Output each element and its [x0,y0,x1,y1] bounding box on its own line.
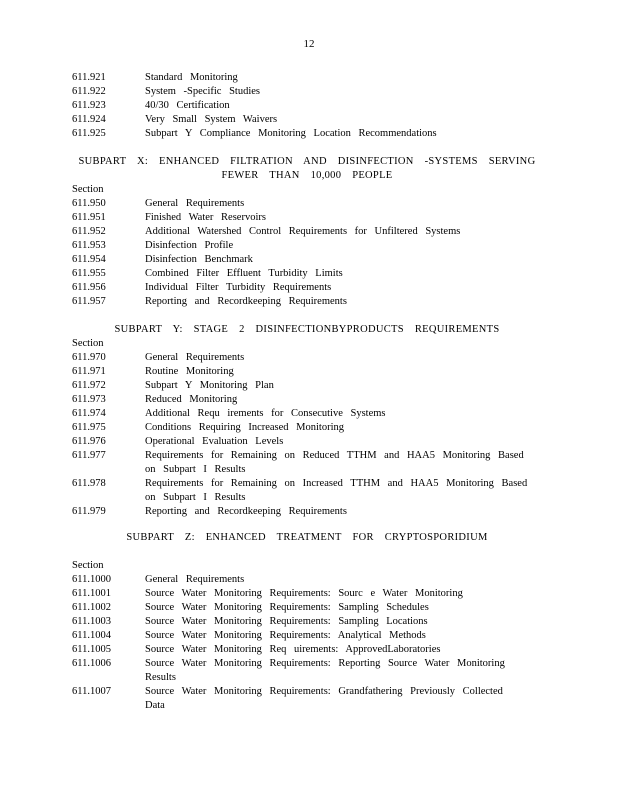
subpart-z [72,531,542,713]
list-item-continued [72,491,542,505]
section-number: 611.951 [72,212,106,223]
list-item [72,615,542,629]
section-number: 611.953 [72,240,106,251]
list-item [72,657,542,671]
list-item [72,365,542,379]
section-title-continued: on Subpart I Results [145,492,246,503]
section-title: System -Specific Studies [145,86,260,97]
list-item [72,113,542,127]
list-item [72,587,542,601]
list-item [72,71,542,85]
section-title: Source Water Monitoring Requirements: Sampling Locations [145,616,428,627]
subpart-x [72,155,542,309]
section-title: Very Small System Waivers [145,114,278,125]
section-title: Requirements for Remaining on Reduced TTHM and HAA5 Monitoring Based [145,450,524,461]
section-number: 611.955 [72,268,106,279]
section-title: Source Water Monitoring Requirements: Grandfathering Previously Collected [145,686,503,697]
section-title: Source Water Monitoring Req uirements: ApprovedLaboratories [145,644,441,655]
list-item [72,407,542,421]
section-title: Subpart Y Monitoring Plan [145,380,274,391]
section-title: Finished Water Reservoirs [145,212,266,223]
section-title: Source Water Monitoring Requirements: Sourc e Water Monitoring [145,588,463,599]
subpart-heading: SUBPART Z: ENHANCED TREATMENT FOR CRYPTOSPORIDIUM [126,532,488,543]
list-item [72,351,542,365]
section-title: Requirements for Remaining on Increased TTHM and HAA5 Monitoring Based [145,478,528,489]
section-title: Additional Requ irements for Consecutive Systems [145,408,386,419]
section-number: 611.952 [72,226,106,237]
section-number: 611.1004 [72,630,111,641]
list-item [72,393,542,407]
section-number: 611.925 [72,128,106,139]
list-item-continued [72,463,542,477]
list-item-continued [72,671,542,685]
list-item-continued [72,699,542,713]
section-label: Section [72,338,104,349]
subpart-y [72,323,542,519]
section-number: 611.1002 [72,602,111,613]
list-item [72,281,542,295]
section-title: General Requirements [145,352,245,363]
section-label: Section [72,184,104,195]
section-number: 611.950 [72,198,106,209]
section-list-a [72,71,542,141]
section-number: 611.923 [72,100,106,111]
list-item [72,421,542,435]
list-item [72,505,542,519]
section-title: Source Water Monitoring Requirements: Sampling Schedules [145,602,429,613]
section-number: 611.973 [72,394,106,405]
section-number: 611.979 [72,506,106,517]
section-title: Disinfection Profile [145,240,234,251]
section-number: 611.924 [72,114,106,125]
list-item [72,253,542,267]
section-number: 611.1000 [72,574,111,585]
section-title-continued: on Subpart I Results [145,464,246,475]
section-title: Routine Monitoring [145,366,234,377]
section-number: 611.977 [72,450,106,461]
list-item [72,685,542,699]
section-number: 611.922 [72,86,106,97]
section-title-continued: Results [145,672,176,683]
list-item [72,127,542,141]
section-number: 611.971 [72,366,106,377]
list-item [72,449,542,463]
section-number: 611.1007 [72,686,111,697]
section-title: Combined Filter Effluent Turbidity Limits [145,268,343,279]
section-title: Disinfection Benchmark [145,254,253,265]
list-item [72,477,542,491]
section-number: 611.1005 [72,644,111,655]
list-item [72,267,542,281]
section-number: 611.957 [72,296,106,307]
subpart-heading: SUBPART Y: STAGE 2 DISINFECTIONBYPRODUCTS REQUIREMENTS [114,324,500,335]
section-title: General Requirements [145,574,245,585]
section-number: 611.972 [72,380,106,391]
section-title: Reporting and Recordkeeping Requirements [145,506,347,517]
section-number: 611.978 [72,478,106,489]
section-title: Standard Monitoring [145,72,238,83]
section-number: 611.954 [72,254,106,265]
section-title: 40/30 Certification [145,100,230,111]
section-number: 611.956 [72,282,106,293]
section-title-continued: Data [145,700,165,711]
section-title: Source Water Monitoring Requirements: Reporting Source Water Monitoring [145,658,505,669]
section-number: 611.976 [72,436,106,447]
section-number: 611.975 [72,422,106,433]
section-title: General Requirements [145,198,245,209]
section-number: 611.1001 [72,588,111,599]
section-title: Operational Evaluation Levels [145,436,284,447]
page-number: 12 [303,38,315,50]
list-item [72,601,542,615]
list-item [72,99,542,113]
list-item [72,85,542,99]
subpart-heading: SUBPART X: ENHANCED FILTRATION AND DISINFECTION -SYSTEMS SERVING [78,156,536,167]
section-title: Subpart Y Compliance Monitoring Location Recommendations [145,128,437,139]
list-item [72,239,542,253]
section-title: Reduced Monitoring [145,394,238,405]
list-item [72,197,542,211]
list-item [72,573,542,587]
list-item [72,295,542,309]
section-title: Source Water Monitoring Requirements: Analytical Methods [145,630,426,641]
section-number: 611.970 [72,352,106,363]
list-item [72,225,542,239]
list-item [72,379,542,393]
section-title: Individual Filter Turbidity Requirements [145,282,332,293]
section-title: Additional Watershed Control Requirements for Unfiltered Systems [145,226,461,237]
list-item [72,643,542,657]
list-item [72,435,542,449]
section-label: Section [72,560,104,571]
section-title: Reporting and Recordkeeping Requirements [145,296,347,307]
section-number: 611.1006 [72,658,111,669]
section-title: Conditions Requiring Increased Monitoring [145,422,345,433]
section-number: 611.974 [72,408,106,419]
subpart-heading-continued: FEWER THAN 10,000 PEOPLE [221,170,393,181]
list-item [72,211,542,225]
list-item [72,629,542,643]
section-number: 611.1003 [72,616,111,627]
section-number: 611.921 [72,72,106,83]
